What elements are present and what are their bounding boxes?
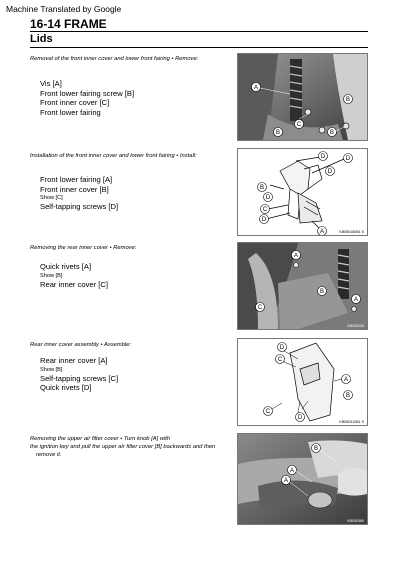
callout-label: A: [343, 377, 349, 384]
list-item: Show [B]: [40, 272, 63, 279]
figure-rear-inner-cover-removal: [237, 242, 368, 330]
callout-label: C: [257, 305, 263, 312]
callout-label: A: [253, 85, 259, 92]
callout-label: A: [353, 297, 359, 304]
page-title: 16-14 FRAME: [30, 17, 107, 31]
figure-code: KB050310B1 S: [339, 420, 364, 424]
instruction-line: remove it.: [36, 452, 62, 458]
callout-label: A: [319, 229, 325, 235]
figure-upper-air-filter-cover: [237, 433, 368, 525]
figure-code: KB050160B1 S: [339, 230, 364, 234]
photo-rear-inner-cover: [238, 243, 367, 329]
section-heading: Lids: [30, 33, 53, 45]
instruction-assemble-rear-inner-cover: Rear inner cover assembly • Assemble:: [30, 342, 132, 348]
callout-label: D: [345, 156, 351, 163]
callout-label: C: [296, 122, 302, 129]
photo-front-inner-cover: [238, 54, 367, 140]
item-list-3: [40, 262, 108, 289]
item-list-2: [40, 175, 118, 212]
callout-label: B: [329, 130, 335, 137]
list-item: Self-tapping screws [D]: [40, 202, 119, 211]
callout-label: D: [327, 169, 333, 176]
callout-label: B: [275, 130, 281, 137]
callout-label: D: [265, 195, 271, 202]
callout-label: B: [345, 393, 351, 400]
list-item: Quick rivets [A]: [40, 262, 92, 271]
list-item: Front lower fairing [A]: [40, 175, 113, 184]
heading-rule: [30, 47, 368, 48]
list-item: Self-tapping screws [C]: [40, 373, 119, 383]
callout-label: A: [293, 253, 299, 260]
title-rule: [30, 31, 368, 32]
list-item: Rear inner cover [A]: [40, 356, 108, 365]
callout-label: C: [265, 409, 271, 416]
item-list-4: [40, 356, 118, 393]
callout-label: B: [319, 289, 325, 296]
list-item: Show [C]: [40, 195, 63, 201]
figure-code: KB050240: [347, 324, 364, 328]
callout-label: B: [345, 97, 351, 104]
instruction-remove-front-inner-cover: Removal of the front inner cover and lower front fairing • Remove:: [30, 56, 199, 62]
callout-label: D: [279, 345, 285, 352]
callout-label: A: [283, 478, 289, 485]
list-item: Front lower fairing: [40, 107, 101, 117]
figure-rear-inner-cover-assembly: [237, 338, 368, 426]
callout-label: D: [320, 154, 326, 161]
list-item: Show [B]: [40, 366, 63, 373]
callout-label: A: [289, 468, 295, 475]
list-item: Front inner cover [C]: [40, 98, 110, 107]
list-item: Front inner cover [B]: [40, 184, 109, 194]
list-item: Quick rivets [D]: [40, 383, 92, 392]
callout-label: C: [277, 357, 283, 364]
item-list-1: [40, 79, 134, 117]
instruction-line: the ignition key and pull the upper air filter cover [B] backwards and then: [30, 444, 216, 450]
callout-label: C: [262, 207, 268, 214]
instruction-remove-upper-air-filter-cover: [30, 435, 230, 459]
list-item: Front lower fairing screw [B]: [40, 88, 135, 98]
figure-front-inner-cover-removal: [237, 53, 368, 141]
figure-front-inner-cover-installation: [237, 148, 368, 236]
list-item: Vis [A]: [40, 79, 62, 88]
callout-label: B: [313, 446, 319, 453]
callout-label: B: [259, 185, 265, 192]
list-item: Rear inner cover [C]: [40, 279, 108, 289]
diagram-front-inner-cover: [238, 149, 367, 235]
photo-upper-air-filter-cover: [238, 434, 367, 524]
figure-code: KB050360: [347, 519, 364, 523]
diagram-rear-inner-cover: [238, 339, 367, 425]
instruction-remove-rear-inner-cover: Removing the rear inner cover • Remove:: [30, 245, 137, 251]
instruction-install-front-inner-cover: Installation of the front inner cover and lower front fairing • Install:: [30, 153, 197, 159]
callout-label: D: [261, 217, 267, 224]
callout-label: D: [297, 415, 303, 422]
machine-translated-note: Machine Translated by Google: [6, 4, 122, 14]
instruction-line: Removing the upper air filter cover • Turn knob [A] with: [30, 436, 171, 442]
